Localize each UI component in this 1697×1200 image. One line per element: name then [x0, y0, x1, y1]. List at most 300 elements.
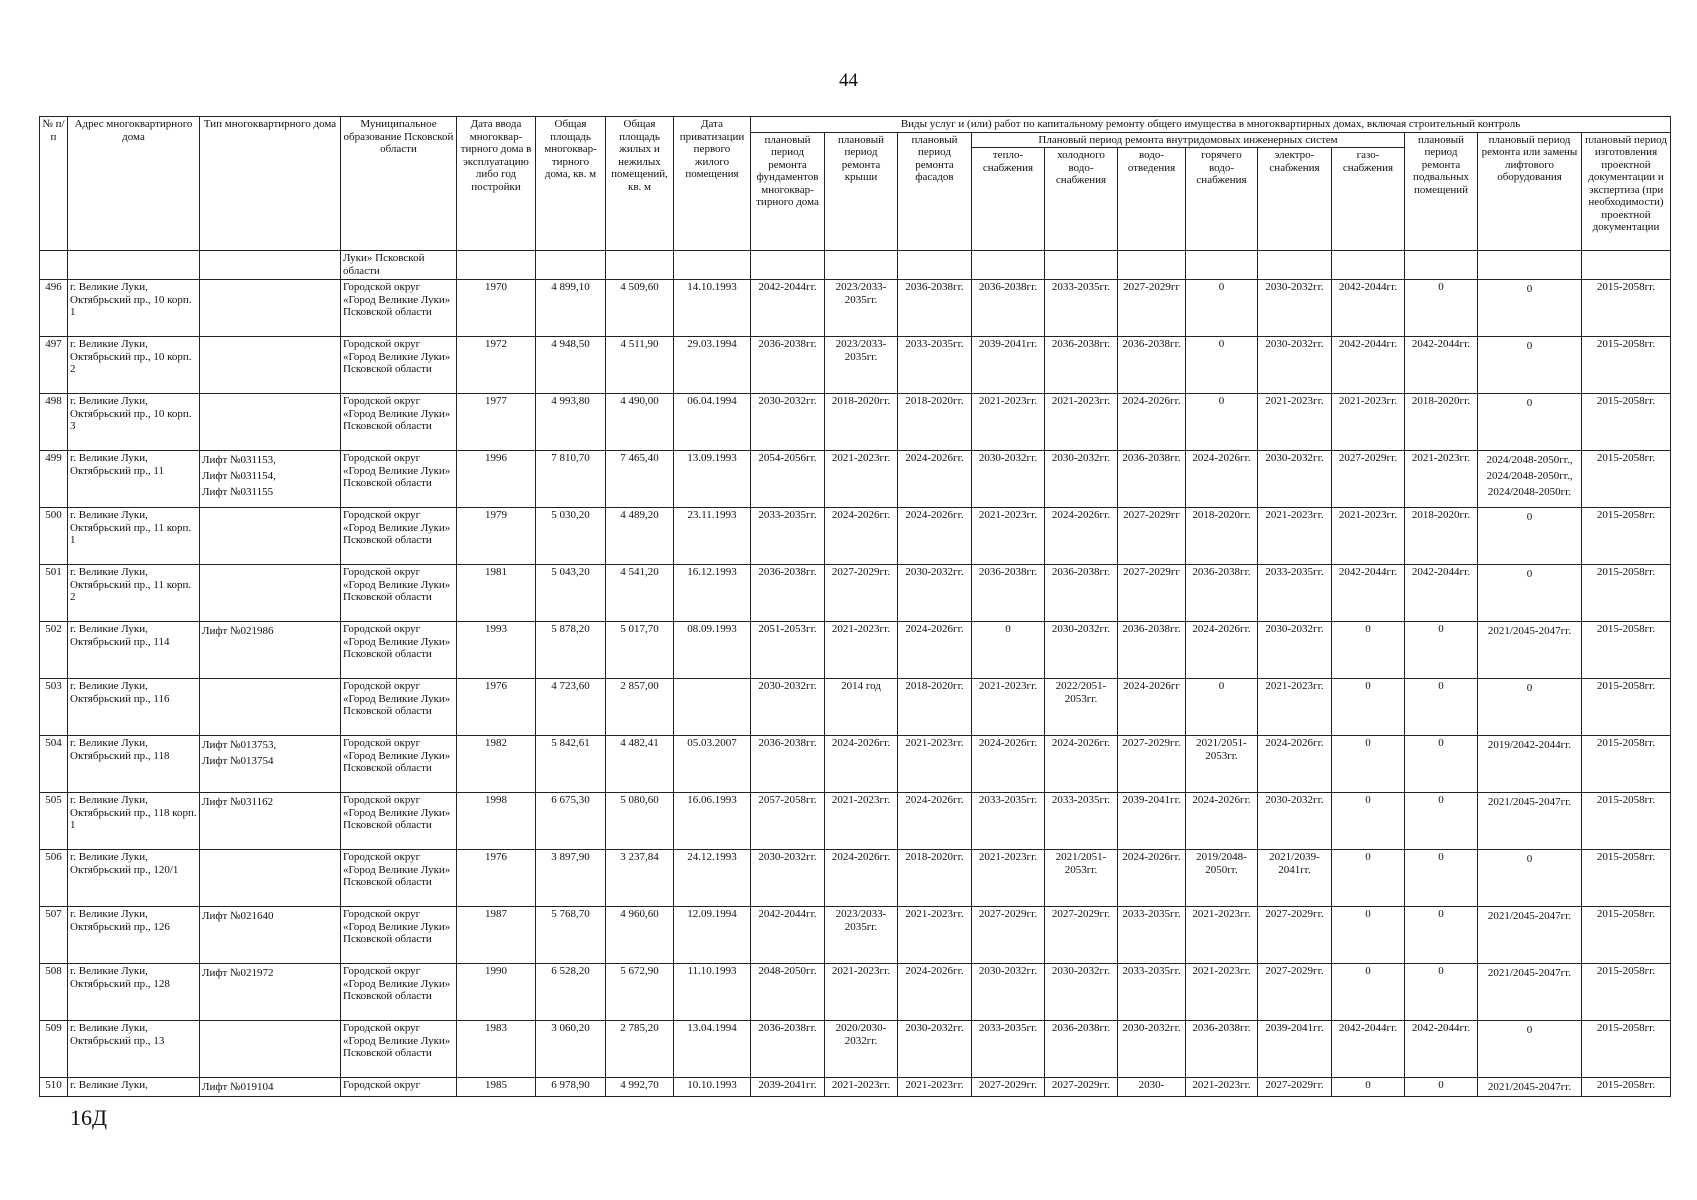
cell-roof: 2021-2023гг. [825, 622, 898, 679]
cell-cold-water: 2021/2051-2053гг. [1045, 850, 1118, 907]
cell-roof: 2023/2033-2035гг. [825, 280, 898, 337]
table-row [40, 451, 1671, 508]
header-address: Адрес многоквартирного дома [68, 117, 200, 251]
cell-basement: 0 [1405, 679, 1478, 736]
cell-facade: 2024-2026гг. [898, 451, 972, 508]
header-foundation: плановый период ремонта фундаментов многоквар- тирного дома [751, 132, 825, 251]
cell-living-area: 3 237,84 [606, 850, 674, 907]
cell-facade: 2018-2020гг. [898, 394, 972, 451]
header-heating: тепло- снабжения [972, 148, 1045, 251]
cell-year: 1970 [457, 280, 536, 337]
cell-facade: 2021-2023гг. [898, 736, 972, 793]
cell-num: 500 [40, 508, 68, 565]
cell-year: 1979 [457, 508, 536, 565]
cell-privatization [674, 679, 751, 736]
cell-year: 1996 [457, 451, 536, 508]
lift-repair-item: 0 [1526, 340, 1533, 352]
cell-roof: 2021-2023гг. [825, 1078, 898, 1097]
cell-gas: 2042-2044гг. [1332, 1021, 1405, 1078]
cell-lifts [200, 622, 341, 679]
table-row [40, 1021, 1671, 1078]
cell-facade: 2018-2020гг. [898, 850, 972, 907]
table-row [40, 793, 1671, 850]
cell-hot-water: 2021-2023гг. [1186, 1078, 1258, 1097]
cell-gas: 2042-2044гг. [1332, 337, 1405, 394]
cell-address: г. Великие Луки, Октябрьский пр., 126 [68, 907, 200, 964]
cell-heating: 2021-2023гг. [972, 850, 1045, 907]
cell-municipality: Городской округ «Город Великие Луки» Псковской области [341, 793, 457, 850]
table-row [40, 736, 1671, 793]
cell-design: 2015-2058гг. [1582, 622, 1671, 679]
cell-basement: 0 [1405, 793, 1478, 850]
header-drainage: водо- отведения [1118, 148, 1186, 251]
cell-electric: 2030-2032гг. [1258, 280, 1332, 337]
cell-total-area: 4 993,80 [536, 394, 606, 451]
lift-repair-item: 0 [1526, 283, 1533, 295]
cell-privatization: 14.10.1993 [674, 280, 751, 337]
cell-address: г. Великие Луки, Октябрьский пр., 118 [68, 736, 200, 793]
header-design: плановый период изготовления проектной документации и экспертиза (при необходимости) проектной документации [1582, 132, 1671, 251]
cell-hot-water: 2036-2038гг. [1186, 1021, 1258, 1078]
cell-total-area: 6 528,20 [536, 964, 606, 1021]
header-num: № п/п [40, 117, 68, 251]
cell-gas: 2042-2044гг. [1332, 565, 1405, 622]
table-row [40, 622, 1671, 679]
cell-privatization: 06.04.1994 [674, 394, 751, 451]
cell-heating: 2030-2032гг. [972, 451, 1045, 508]
cell-num: 506 [40, 850, 68, 907]
cell-facade: 2018-2020гг. [898, 679, 972, 736]
table-row [40, 565, 1671, 622]
cell-electric: 2030-2032гг. [1258, 337, 1332, 394]
cell-gas: 0 [1332, 964, 1405, 1021]
cell-lifts [200, 793, 341, 850]
cell-cold-water: 2027-2029гг. [1045, 907, 1118, 964]
cell-cold-water: 2022/2051-2053гг. [1045, 679, 1118, 736]
cell-electric: 2027-2029гг. [1258, 1078, 1332, 1097]
cell-gas: 0 [1332, 622, 1405, 679]
cell-heating: 2036-2038гг. [972, 565, 1045, 622]
cell-lift-repair [1478, 337, 1582, 394]
cell-lift-repair [1478, 1078, 1582, 1097]
cell-year: 1987 [457, 907, 536, 964]
cell-gas: 0 [1332, 1078, 1405, 1097]
cell-drainage: 2030-2032гг. [1118, 1021, 1186, 1078]
cell-electric: 2027-2029гг. [1258, 964, 1332, 1021]
continuation-municipality: Луки» Псковской области [341, 251, 457, 280]
lift-repair-item: 0 [1526, 1024, 1533, 1036]
cell-facade: 2021-2023гг. [898, 907, 972, 964]
cell-municipality: Городской округ «Город Великие Луки» Псковской области [341, 964, 457, 1021]
cell-living-area: 4 489,20 [606, 508, 674, 565]
header-gas: газо- снабжения [1332, 148, 1405, 251]
cell-foundation: 2036-2038гг. [751, 565, 825, 622]
cell-municipality: Городской округ «Город Великие Луки» Псковской области [341, 622, 457, 679]
cell-design: 2015-2058гг. [1582, 850, 1671, 907]
cell-electric: 2021-2023гг. [1258, 394, 1332, 451]
cell-foundation: 2039-2041гг. [751, 1078, 825, 1097]
cell-design: 2015-2058гг. [1582, 508, 1671, 565]
cell-gas: 2027-2029гг. [1332, 451, 1405, 508]
cell-facade: 2036-2038гг. [898, 280, 972, 337]
cell-design: 2015-2058гг. [1582, 1078, 1671, 1097]
lift-item: Лифт №021640 [202, 910, 274, 922]
cell-address: г. Великие Луки, Октябрьский пр., 10 корп. 2 [68, 337, 200, 394]
cell-foundation: 2033-2035гг. [751, 508, 825, 565]
lift-item: Лифт №031154, [202, 470, 276, 482]
cell-total-area: 4 948,50 [536, 337, 606, 394]
cell-living-area: 4 992,70 [606, 1078, 674, 1097]
cell-lift-repair [1478, 1021, 1582, 1078]
cell-electric: 2030-2032гг. [1258, 622, 1332, 679]
cell-foundation: 2042-2044гг. [751, 907, 825, 964]
lift-repair-item: 2021/2045-2047гг. [1487, 625, 1572, 637]
cell-design: 2015-2058гг. [1582, 394, 1671, 451]
cell-design: 2015-2058гг. [1582, 964, 1671, 1021]
cell-living-area: 5 017,70 [606, 622, 674, 679]
cell-foundation: 2054-2056гг. [751, 451, 825, 508]
cell-living-area: 4 541,20 [606, 565, 674, 622]
cell-drainage: 2024-2026гг. [1118, 394, 1186, 451]
cell-basement: 2042-2044гг. [1405, 1021, 1478, 1078]
cell-roof: 2024-2026гг. [825, 850, 898, 907]
cell-num: 505 [40, 793, 68, 850]
cell-privatization: 13.09.1993 [674, 451, 751, 508]
cell-gas: 2021-2023гг. [1332, 508, 1405, 565]
cell-lifts [200, 964, 341, 1021]
cell-hot-water: 2024-2026гг. [1186, 451, 1258, 508]
cell-address: г. Великие Луки, Октябрьский пр., 10 корп. 1 [68, 280, 200, 337]
cell-address: г. Великие Луки, Октябрьский пр., 120/1 [68, 850, 200, 907]
cell-facade: 2024-2026гг. [898, 508, 972, 565]
cell-electric: 2027-2029гг. [1258, 907, 1332, 964]
cell-electric: 2021/2039-2041гг. [1258, 850, 1332, 907]
cell-electric: 2033-2035гг. [1258, 565, 1332, 622]
cell-heating: 2030-2032гг. [972, 964, 1045, 1021]
cell-lifts [200, 850, 341, 907]
cell-basement: 0 [1405, 1078, 1478, 1097]
cell-foundation: 2030-2032гг. [751, 850, 825, 907]
cell-drainage: 2024-2026гг. [1118, 850, 1186, 907]
table-row [40, 964, 1671, 1021]
header-year: Дата ввода многоквар- тирного дома в эксплуатацию либо год постройки [457, 117, 536, 251]
header-hot-water: горячего водо- снабжения [1186, 148, 1258, 251]
cell-drainage: 2039-2041гг. [1118, 793, 1186, 850]
cell-heating: 2021-2023гг. [972, 679, 1045, 736]
cell-num: 497 [40, 337, 68, 394]
cell-privatization: 23.11.1993 [674, 508, 751, 565]
continuation-row [40, 251, 1671, 280]
cell-address: г. Великие Луки, Октябрьский пр., 118 корп. 1 [68, 793, 200, 850]
lift-repair-item: 0 [1526, 568, 1533, 580]
cell-gas: 0 [1332, 736, 1405, 793]
cell-lift-repair [1478, 508, 1582, 565]
cell-num: 501 [40, 565, 68, 622]
cell-heating: 2021-2023гг. [972, 394, 1045, 451]
cell-living-area: 4 960,60 [606, 907, 674, 964]
cell-year: 1990 [457, 964, 536, 1021]
cell-year: 1976 [457, 679, 536, 736]
cell-living-area: 4 509,60 [606, 280, 674, 337]
header-living-area: Общая площадь жилых и нежилых помещений, кв. м [606, 117, 674, 251]
cell-total-area: 3 897,90 [536, 850, 606, 907]
header-municipality: Муниципальное образование Псковской области [341, 117, 457, 251]
lift-repair-item: 2019/2042-2044гг. [1487, 739, 1572, 751]
lift-item: Лифт №031155 [202, 486, 274, 498]
lift-repair-item: 0 [1526, 511, 1533, 523]
cell-foundation: 2057-2058гг. [751, 793, 825, 850]
cell-facade: 2024-2026гг. [898, 793, 972, 850]
cell-drainage: 2027-2029гг [1118, 565, 1186, 622]
cell-basement: 2018-2020гг. [1405, 394, 1478, 451]
cell-living-area: 4 482,41 [606, 736, 674, 793]
header-roof: плановый период ремонта крыши [825, 132, 898, 251]
cell-hot-water: 2021-2023гг. [1186, 907, 1258, 964]
lift-item: Лифт №031153, [202, 454, 276, 466]
cell-drainage: 2036-2038гг. [1118, 622, 1186, 679]
lift-item: Лифт №019104 [202, 1081, 274, 1093]
cell-num: 510 [40, 1078, 68, 1097]
cell-heating: 2027-2029гг. [972, 907, 1045, 964]
cell-cold-water: 2030-2032гг. [1045, 622, 1118, 679]
cell-roof: 2024-2026гг. [825, 508, 898, 565]
cell-cold-water: 2033-2035гг. [1045, 793, 1118, 850]
cell-cold-water: 2024-2026гг. [1045, 508, 1118, 565]
cell-municipality: Городской округ [341, 1078, 457, 1097]
cell-address: г. Великие Луки, Октябрьский пр., 128 [68, 964, 200, 1021]
cell-facade: 2030-2032гг. [898, 565, 972, 622]
cell-heating: 2027-2029гг. [972, 1078, 1045, 1097]
cell-lifts [200, 1078, 341, 1097]
cell-heating: 2039-2041гг. [972, 337, 1045, 394]
cell-municipality: Городской округ «Город Великие Луки» Псковской области [341, 337, 457, 394]
table-row [40, 337, 1671, 394]
cell-basement: 2042-2044гг. [1405, 337, 1478, 394]
cell-municipality: Городской округ «Город Великие Луки» Псковской области [341, 280, 457, 337]
cell-design: 2015-2058гг. [1582, 1021, 1671, 1078]
lift-item: Лифт №021986 [202, 625, 274, 637]
cell-living-area: 2 857,00 [606, 679, 674, 736]
cell-year: 1982 [457, 736, 536, 793]
lift-repair-item: 2024/2048-2050гг., [1486, 470, 1573, 482]
cell-lifts [200, 451, 341, 508]
cell-total-area: 7 810,70 [536, 451, 606, 508]
cell-living-area: 5 672,90 [606, 964, 674, 1021]
lift-repair-item: 2021/2045-2047гг. [1487, 967, 1572, 979]
cell-foundation: 2036-2038гг. [751, 337, 825, 394]
cell-heating: 2033-2035гг. [972, 1021, 1045, 1078]
cell-municipality: Городской округ «Город Великие Луки» Псковской области [341, 565, 457, 622]
cell-drainage: 2027-2029гг. [1118, 736, 1186, 793]
header-electric: электро- снабжения [1258, 148, 1332, 251]
cell-roof: 2023/2033-2035гг. [825, 337, 898, 394]
cell-gas: 0 [1332, 907, 1405, 964]
cell-total-area: 4 899,10 [536, 280, 606, 337]
cell-municipality: Городской округ «Город Великие Луки» Псковской области [341, 1021, 457, 1078]
cell-gas: 0 [1332, 850, 1405, 907]
cell-hot-water: 2018-2020гг. [1186, 508, 1258, 565]
cell-heating: 0 [972, 622, 1045, 679]
lift-item: Лифт №021972 [202, 967, 274, 979]
cell-hot-water: 0 [1186, 394, 1258, 451]
cell-basement: 2042-2044гг. [1405, 565, 1478, 622]
cell-total-area: 3 060,20 [536, 1021, 606, 1078]
cell-total-area: 5 043,20 [536, 565, 606, 622]
lift-item: Лифт №031162 [202, 796, 274, 808]
cell-year: 1983 [457, 1021, 536, 1078]
header-type: Тип многоквартирного дома [200, 117, 341, 251]
cell-municipality: Городской округ «Город Великие Луки» Псковской области [341, 451, 457, 508]
cell-lifts [200, 565, 341, 622]
cell-basement: 2021-2023гг. [1405, 451, 1478, 508]
cell-living-area: 4 490,00 [606, 394, 674, 451]
footer-code: 16Д [70, 1105, 108, 1130]
cell-municipality: Городской округ «Город Великие Луки» Псковской области [341, 907, 457, 964]
header-privatization: Дата приватизации первого жилого помещения [674, 117, 751, 251]
cell-design: 2015-2058гг. [1582, 793, 1671, 850]
cell-facade: 2024-2026гг. [898, 964, 972, 1021]
table-row [40, 679, 1671, 736]
cell-living-area: 4 511,90 [606, 337, 674, 394]
cell-lift-repair [1478, 679, 1582, 736]
cell-drainage: 2033-2035гг. [1118, 964, 1186, 1021]
cell-num: 498 [40, 394, 68, 451]
cell-facade: 2024-2026гг. [898, 622, 972, 679]
cell-foundation: 2042-2044гг. [751, 280, 825, 337]
cell-foundation: 2048-2050гг. [751, 964, 825, 1021]
cell-lifts [200, 508, 341, 565]
lift-repair-item: 0 [1526, 853, 1533, 865]
cell-gas: 0 [1332, 679, 1405, 736]
cell-basement: 0 [1405, 964, 1478, 1021]
cell-design: 2015-2058гг. [1582, 337, 1671, 394]
cell-hot-water: 0 [1186, 280, 1258, 337]
cell-lift-repair [1478, 622, 1582, 679]
cell-privatization: 16.06.1993 [674, 793, 751, 850]
cell-lifts [200, 394, 341, 451]
cell-privatization: 16.12.1993 [674, 565, 751, 622]
cell-cold-water: 2036-2038гг. [1045, 1021, 1118, 1078]
cell-total-area: 5 878,20 [536, 622, 606, 679]
cell-year: 1977 [457, 394, 536, 451]
cell-cold-water: 2033-2035гг. [1045, 280, 1118, 337]
cell-roof: 2021-2023гг. [825, 793, 898, 850]
header-works-group: Виды услуг и (или) работ по капитальному ремонту общего имущества в многоквартирных домах, включая строительный контроль [751, 117, 1671, 133]
cell-facade: 2033-2035гг. [898, 337, 972, 394]
cell-privatization: 24.12.1993 [674, 850, 751, 907]
cell-roof: 2023/2033-2035гг. [825, 907, 898, 964]
cell-num: 504 [40, 736, 68, 793]
cell-drainage: 2027-2029гг [1118, 280, 1186, 337]
lift-repair-item: 0 [1526, 397, 1533, 409]
cell-facade: 2021-2023гг. [898, 1078, 972, 1097]
cell-roof: 2021-2023гг. [825, 964, 898, 1021]
cell-basement: 0 [1405, 736, 1478, 793]
cell-lifts [200, 736, 341, 793]
cell-year: 1985 [457, 1078, 536, 1097]
cell-hot-water: 0 [1186, 679, 1258, 736]
cell-privatization: 08.09.1993 [674, 622, 751, 679]
cell-privatization: 29.03.1994 [674, 337, 751, 394]
cell-roof: 2014 год [825, 679, 898, 736]
cell-total-area: 5 030,20 [536, 508, 606, 565]
cell-foundation: 2036-2038гг. [751, 1021, 825, 1078]
cell-cold-water: 2021-2023гг. [1045, 394, 1118, 451]
cell-num: 508 [40, 964, 68, 1021]
cell-foundation: 2030-2032гг. [751, 679, 825, 736]
cell-address: г. Великие Луки, Октябрьский пр., 13 [68, 1021, 200, 1078]
page-number: 44 [839, 70, 858, 91]
table-row [40, 280, 1671, 337]
cell-lift-repair [1478, 793, 1582, 850]
table-row [40, 907, 1671, 964]
cell-roof: 2020/2030-2032гг. [825, 1021, 898, 1078]
cell-design: 2015-2058гг. [1582, 736, 1671, 793]
cell-design: 2015-2058гг. [1582, 280, 1671, 337]
header-basement: плановый период ремонта подвальных помещений [1405, 132, 1478, 251]
cell-basement: 0 [1405, 622, 1478, 679]
cell-roof: 2018-2020гг. [825, 394, 898, 451]
cell-drainage: 2036-2038гг. [1118, 337, 1186, 394]
cell-municipality: Городской округ «Город Великие Луки» Псковской области [341, 394, 457, 451]
cell-address: г. Великие Луки, [68, 1078, 200, 1097]
cell-design: 2015-2058гг. [1582, 565, 1671, 622]
cell-electric: 2021-2023гг. [1258, 508, 1332, 565]
cell-privatization: 10.10.1993 [674, 1078, 751, 1097]
header-facade: плановый период ремонта фасадов [898, 132, 972, 251]
cell-gas: 2042-2044гг. [1332, 280, 1405, 337]
cell-municipality: Городской округ «Город Великие Луки» Псковской области [341, 508, 457, 565]
cell-hot-water: 2019/2048-2050гг. [1186, 850, 1258, 907]
cell-living-area: 2 785,20 [606, 1021, 674, 1078]
cell-lifts [200, 1021, 341, 1078]
cell-heating: 2021-2023гг. [972, 508, 1045, 565]
cell-roof: 2024-2026гг. [825, 736, 898, 793]
cell-address: г. Великие Луки, Октябрьский пр., 116 [68, 679, 200, 736]
cell-roof: 2027-2029гг. [825, 565, 898, 622]
cell-municipality: Городской округ «Город Великие Луки» Псковской области [341, 679, 457, 736]
cell-lifts [200, 280, 341, 337]
cell-design: 2015-2058гг. [1582, 679, 1671, 736]
cell-address: г. Великие Луки, Октябрьский пр., 114 [68, 622, 200, 679]
cell-address: г. Великие Луки, Октябрьский пр., 11 [68, 451, 200, 508]
cell-privatization: 11.10.1993 [674, 964, 751, 1021]
cell-electric: 2024-2026гг. [1258, 736, 1332, 793]
cell-lift-repair [1478, 964, 1582, 1021]
cell-year: 1972 [457, 337, 536, 394]
cell-foundation: 2036-2038гг. [751, 736, 825, 793]
cell-electric: 2039-2041гг. [1258, 1021, 1332, 1078]
cell-hot-water: 2021/2051-2053гг. [1186, 736, 1258, 793]
cell-foundation: 2030-2032гг. [751, 394, 825, 451]
cell-privatization: 05.03.2007 [674, 736, 751, 793]
cell-address: г. Великие Луки, Октябрьский пр., 10 корп. 3 [68, 394, 200, 451]
cell-drainage: 2033-2035гг. [1118, 907, 1186, 964]
cell-lift-repair [1478, 850, 1582, 907]
cell-lifts [200, 679, 341, 736]
cell-lift-repair [1478, 565, 1582, 622]
cell-cold-water: 2030-2032гг. [1045, 964, 1118, 1021]
cell-lifts [200, 337, 341, 394]
table-body [40, 251, 1671, 1097]
cell-basement: 2018-2020гг. [1405, 508, 1478, 565]
cell-design: 2015-2058гг. [1582, 907, 1671, 964]
cell-lift-repair [1478, 736, 1582, 793]
capital-repair-table [39, 116, 1671, 1097]
cell-drainage: 2030- [1118, 1078, 1186, 1097]
header-lift: плановый период ремонта или замены лифтового оборудования [1478, 132, 1582, 251]
cell-year: 1998 [457, 793, 536, 850]
